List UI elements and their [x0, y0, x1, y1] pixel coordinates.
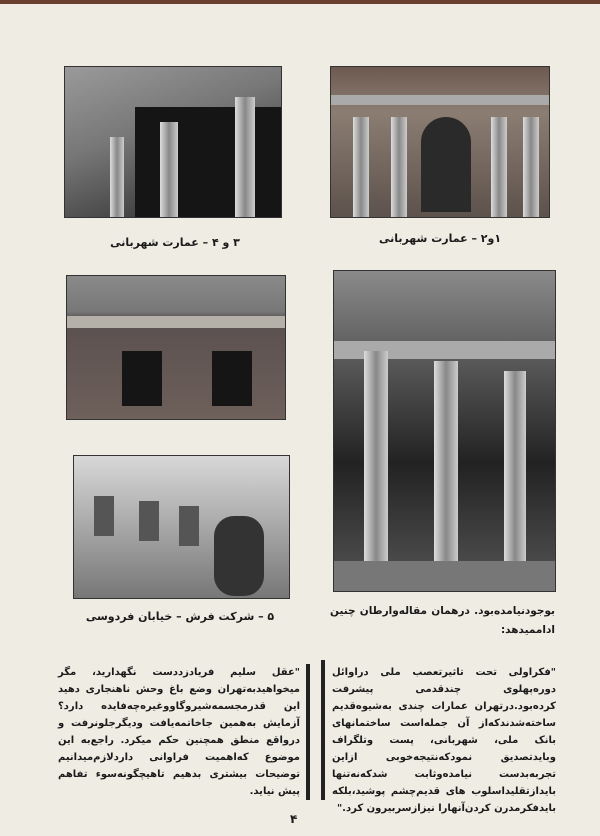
photo-5	[73, 455, 290, 599]
caption-photo-1-2: ۱و۲ – عمارت شهربانی	[378, 232, 502, 245]
quote-left-bar	[306, 664, 310, 800]
caption-photo-3-4: ۳ و ۴ – عمارت شهربانی	[110, 236, 240, 249]
page-number: ۴	[290, 812, 298, 826]
photo-window-facade	[66, 275, 286, 420]
photo-3-4	[64, 66, 282, 218]
intro-text: بوجودنیامده‌بود. درهمان مقاله‌وارطان چنین اداممیدهد:	[330, 605, 555, 636]
page-edge	[0, 0, 600, 4]
photo-1-2	[330, 66, 550, 218]
photo-columns-large	[333, 270, 556, 592]
quote-right-bar	[321, 660, 325, 800]
quote-left-text: "عقل سلیم فریادزددست نگهدارید، مگر میخواهیدبه‌تهران وضع باغ وحش ناهنجاری دهید این قدرمجسمه‌شیروگاووغیره‌چه‌فایده دارد؟ آزمایش به‌همین جاخاتمه‌یافت ودیگرجلونرفت و درواقع منطق همچنین حکم میکرد. راجع‌به این موضوع که‌اهمیت فراوانی داردلازم‌میدانیم توضیحات بیشتری بدهیم تاهیچگونه‌سوء تفاهم پیش نیاید.	[58, 667, 300, 797]
quote-right-text: "فکراولی تحت تاثیرتعصب ملی دراوائل دوره‌پهلوی چندقدمی پیشرفت کرده‌بود.درتهران عمارات چندی به‌شیوه‌قدیم ساخته‌شدندکه‌از آن جمله‌است ساختمانهای بانک ملی، شهربانی، پست وتلگراف وبایدتصدیق نمودکه‌نتیجه‌خوبی ازاین تجربه‌بدست نیامده‌وثابت شدکه‌نه‌تنها بایدازتقلیداسلوب های قدیم‌چشم پوشید،بلکه بایدفکرمدرن کردن‌آنهارا نیزازسربیرون کرد."	[332, 667, 556, 814]
caption-photo-5: ۵ – شرکت فرش – خیابان فردوسی	[85, 610, 275, 623]
